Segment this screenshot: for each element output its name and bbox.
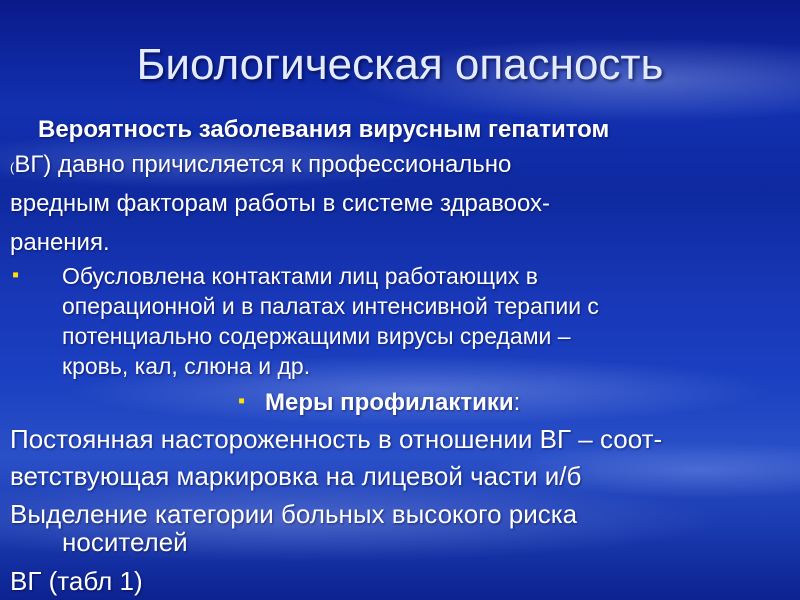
intro-heading: Вероятность заболевания вирусным гепатитом [38,116,610,143]
measure-line-3: Выделение категории больных высокого риска [10,499,578,529]
measure-line-1: Постоянная настороженность в отношении ВГ – соот- [10,424,663,454]
intro-paren: ( [10,160,15,175]
intro-line-3: вредным факторам работы в системе здравоох- [10,190,551,217]
prevention-colon: : [513,389,521,416]
measure-line-4: носителей [62,527,188,557]
bullet1-line-2: операционной и в палатах интенсивной терапии с [62,293,599,319]
bullet1-line-1: Обусловлена контактами лиц работающих в [62,263,538,289]
bullet1-line-4: кровь, кал, слюна и др. [62,353,311,379]
bullet-square-icon: ▪ [238,390,246,412]
bullet1-line-3: потенциально содержащими вирусы средами – [62,323,571,349]
bullet-square-icon: ▪ [12,264,20,286]
intro-line-4: ранения. [10,229,110,256]
intro-line-2 [10,150,511,183]
slide-title: Биологическая опасность [136,40,664,89]
measure-line-2: ветствующая маркировка на лицевой части и/б [10,461,582,491]
prevention-heading [265,388,520,418]
prevention-heading-text: Меры профилактики [265,389,514,416]
measure-line-5: ВГ (табл 1) [10,566,143,596]
intro-line-2-text: ВГ) давно причисляется к профессионально [14,151,512,178]
